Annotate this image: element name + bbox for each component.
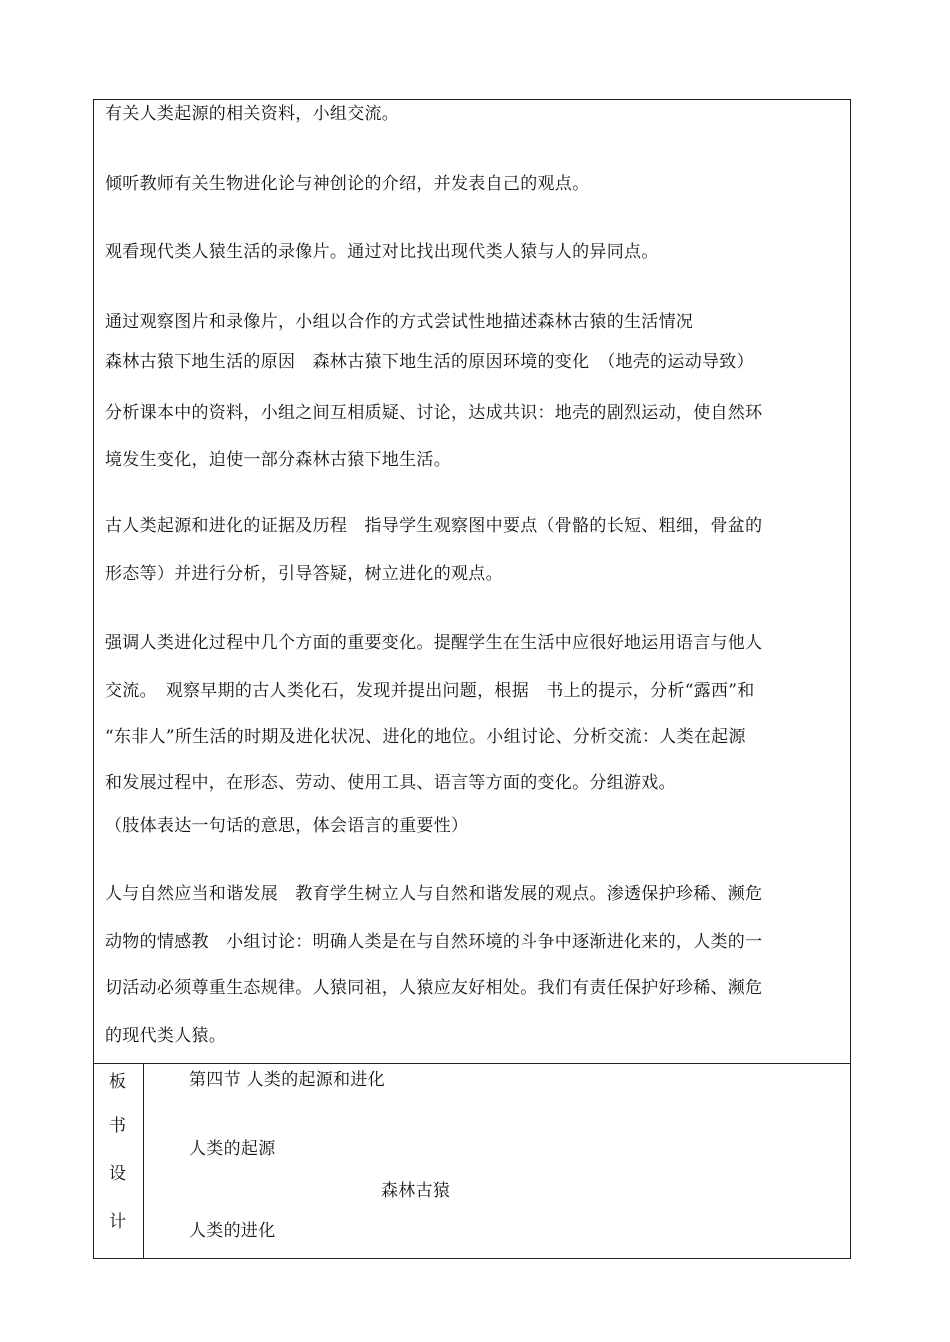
board-label-char: 书	[109, 1116, 126, 1136]
content-line: 强调人类进化过程中几个方面的重要变化。提醒学生在生活中应很好地运用语言与他人	[105, 633, 763, 653]
content-line: 有关人类起源的相关资料，小组交流。	[105, 104, 400, 124]
content-line: 通过观察图片和录像片，小组以合作的方式尝试性地描述森林古猿的生活情况	[105, 312, 694, 332]
content-line: 的现代类人猿。	[105, 1026, 227, 1046]
board-item-origin: 人类的起源	[189, 1139, 276, 1159]
board-item-forest-ape: 森林古猿	[381, 1181, 451, 1201]
board-label-char: 板	[109, 1072, 126, 1092]
content-line: 观看现代类人猿生活的录像片。通过对比找出现代类人猿与人的异同点。	[105, 242, 659, 262]
content-line: “东非人”所生活的时期及进化状况、进化的地位。小组讨论、分析交流：人类在起源	[105, 727, 746, 747]
section-title: 第四节 人类的起源和进化	[189, 1070, 386, 1090]
content-line: 倾听教师有关生物进化论与神创论的介绍，并发表自己的观点。	[105, 174, 590, 194]
content-line: 森林古猿下地生活的原因 森林古猿下地生活的原因环境的变化 （地壳的运动导致）	[105, 352, 754, 372]
table-row-divider	[93, 1063, 851, 1064]
content-line: 境发生变化，迫使一部分森林古猿下地生活。	[105, 450, 451, 470]
content-line: 和发展过程中，在形态、劳动、使用工具、语言等方面的变化。分组游戏。	[105, 773, 676, 793]
board-label-char: 计	[109, 1212, 126, 1232]
content-line: 分析课本中的资料，小组之间互相质疑、讨论，达成共识：地壳的剧烈运动，使自然环	[105, 403, 763, 423]
content-line: 切活动必须尊重生态规律。人猿同祖，人猿应友好相处。我们有责任保护好珍稀、濒危	[105, 978, 763, 998]
content-line: 形态等）并进行分析，引导答疑，树立进化的观点。	[105, 564, 503, 584]
content-line: 古人类起源和进化的证据及历程 指导学生观察图中要点（骨骼的长短、粗细，骨盆的	[105, 516, 763, 536]
content-line: 人与自然应当和谐发展 教育学生树立人与自然和谐发展的观点。渗透保护珍稀、濒危	[105, 884, 763, 904]
board-label-char: 设	[109, 1164, 126, 1184]
content-line: 交流。 观察早期的古人类化石，发现并提出问题，根据 书上的提示，分析“露西”和	[105, 681, 755, 701]
content-line: 动物的情感教 小组讨论：明确人类是在与自然环境的斗争中逐渐进化来的，人类的一	[105, 932, 763, 952]
board-item-evolution: 人类的进化	[189, 1221, 276, 1241]
table-column-divider	[143, 1063, 144, 1259]
content-line: （肢体表达一句话的意思，体会语言的重要性）	[105, 816, 469, 836]
